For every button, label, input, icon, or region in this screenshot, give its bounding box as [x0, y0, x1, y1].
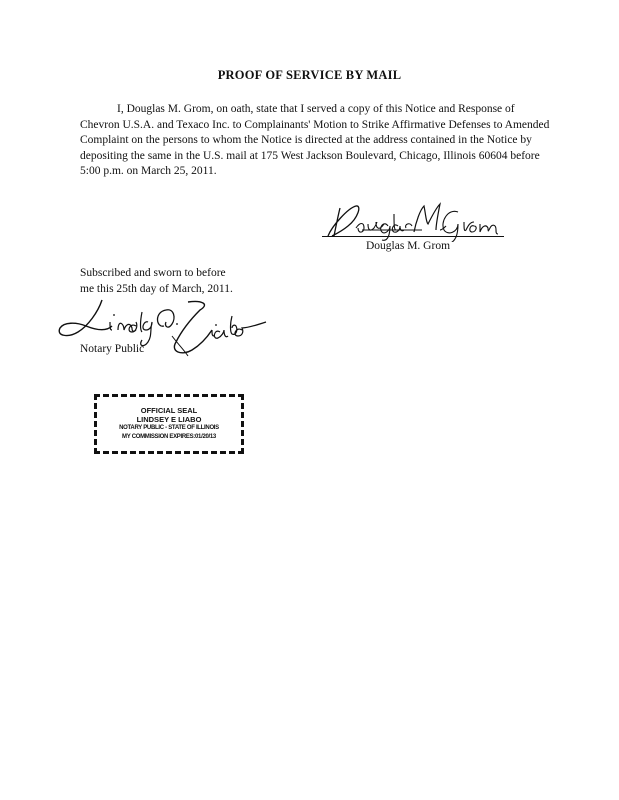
- jurat-text: [80, 266, 300, 297]
- service-statement: I, Douglas M. Grom, on oath, state that I served a copy of this Notice and Response of Chevron U.S.A. and Texaco Inc. to Complainants' Motion to Strike Affirmative Defenses to Amended Complaint on the persons to whom the Notice is directed at the address contained in the Notice by depositing the same in the U.S. mail at 175 West Jackson Boulevard, Chicago, Illinois 60604 before 5:00 p.m. on March 25, 2011.: [80, 103, 550, 177]
- seal-title: OFFICIAL SEAL: [140, 406, 198, 415]
- notary-public-label: Notary Public: [80, 343, 145, 355]
- jurat-line-1: Subscribed and sworn to before: [80, 267, 226, 279]
- seal-office: NOTARY PUBLIC - STATE OF ILLINOIS: [119, 425, 219, 431]
- seal-expiration: MY COMMISSION EXPIRES:01/20/13: [122, 434, 216, 440]
- seal-name: LINDSEY E LIABO: [136, 415, 202, 424]
- server-printed-name: Douglas M. Grom: [366, 240, 451, 252]
- signature-line: [322, 236, 504, 237]
- jurat-line-2: me this 25th day of March, 2011.: [80, 282, 233, 295]
- document-title: PROOF OF SERVICE BY MAIL: [217, 68, 402, 82]
- official-seal-stamp: [94, 394, 244, 454]
